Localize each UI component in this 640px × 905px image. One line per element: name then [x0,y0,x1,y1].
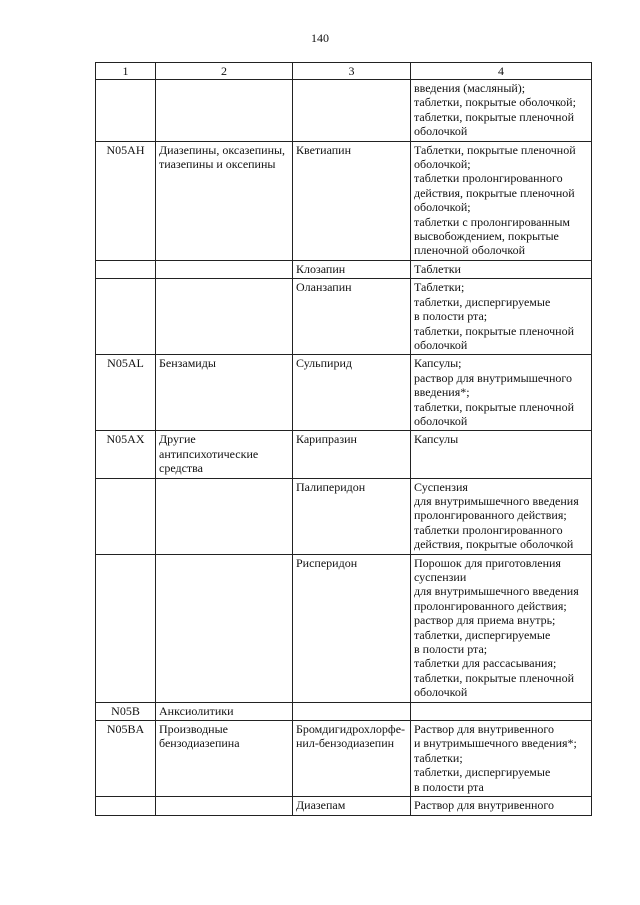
dosage-forms-line: Раствор для внутривенного [414,798,555,813]
dosage-forms-line: таблетки, покрытые пленочной [414,399,575,414]
drug-name-cell [293,554,411,702]
group-name-cell [156,355,293,431]
table-row [96,554,592,702]
atc-code-cell [96,279,156,355]
dosage-forms-line: пленочной оболочкой [414,243,526,258]
dosage-forms-line: оболочкой [414,337,468,352]
group-name-cell [156,260,293,278]
drug-name-cell [293,721,411,797]
group-name-line: Анксиолитики [159,703,234,718]
atc-code-cell [96,478,156,554]
group-name-line: Другие [159,432,196,447]
dosage-forms-line: таблетки пролонгированного [414,522,563,537]
dosage-forms-line: таблетки, покрытые пленочной [414,670,575,685]
drug-name-cell [293,80,411,142]
dosage-forms-cell [411,80,592,142]
atc-code-cell: N05BA [96,721,156,797]
group-name-cell [156,431,293,478]
dosage-forms-line: таблетки для рассасывания; [414,656,557,671]
dosage-forms-line: таблетки, диспергируемые [414,627,551,642]
page-number: 140 [311,31,329,45]
drug-name-cell [293,478,411,554]
drug-name-line: Оланзапин [296,280,352,295]
table-row [96,721,592,797]
dosage-forms-line: в полости рта; [414,642,488,657]
dosage-forms-line: Таблетки, покрытые пленочной [414,142,576,157]
drug-name-line: нил-бензодиазепин [296,736,395,751]
group-name-cell [156,279,293,355]
drug-name-line: Кветиапин [296,142,352,157]
atc-code-cell: N05AH [96,141,156,260]
group-name-line: Производные [159,722,228,737]
dosage-forms-line: и внутримышечного введения*; [414,736,577,751]
dosage-forms-line: введения (масляный); [414,81,526,95]
table-row [96,141,592,260]
table-row [96,431,592,478]
table-row [96,355,592,431]
column-header: 3 [293,63,411,80]
dosage-forms-cell [411,478,592,554]
dosage-forms-line: Таблетки; [414,280,465,295]
table-row [96,702,592,720]
drug-name-line: Диазепам [296,798,346,813]
table-header-row [96,63,592,80]
dosage-forms-line: Таблетки [414,261,461,276]
table-row [96,80,592,142]
drug-name-cell [293,260,411,278]
dosage-forms-line: таблетки; [414,750,463,765]
dosage-forms-cell [411,554,592,702]
group-name-line: Диазепины, оксазепины, [159,142,286,157]
dosage-forms-line: оболочкой [414,124,468,139]
group-name-cell [156,478,293,554]
atc-code-cell [96,80,156,142]
drug-name-line: Клозапин [296,261,346,276]
dosage-forms-line: оболочкой [414,413,468,428]
table-row [96,260,592,278]
atc-code-cell: N05AL [96,355,156,431]
dosage-forms-line: высвобождением, покрытые [414,229,559,244]
dosage-forms-line: таблетки, покрытые пленочной [414,109,575,124]
dosage-forms-line: таблетки, покрытые пленочной [414,323,575,338]
drug-name-cell [293,797,411,815]
dosage-forms-cell [411,279,592,355]
atc-code-cell: N05AX [96,431,156,478]
group-name-line: тиазепины и оксепины [159,157,276,172]
dosage-forms-cell [411,702,592,720]
dosage-forms-line: пролонгированного действия; [414,508,567,523]
dosage-forms-line: раствор для внутримышечного [414,370,572,385]
dosage-forms-line: действия, покрытые пленочной [414,185,575,200]
column-header: 2 [156,63,293,80]
drug-name-line: Бромдигидрохлорфе- [296,722,406,737]
dosage-forms-line: Капсулы [414,432,459,447]
dosage-forms-cell [411,721,592,797]
dosage-forms-line: в полости рта [414,779,484,794]
table-row [96,279,592,355]
dosage-forms-line: таблетки, покрытые оболочкой; [414,95,576,110]
group-name-cell [156,554,293,702]
group-name-line: Бензамиды [159,356,216,371]
drug-name-cell [293,702,411,720]
dosage-forms-cell [411,431,592,478]
group-name-cell [156,721,293,797]
drug-name-cell [293,279,411,355]
group-name-cell [156,702,293,720]
dosage-forms-line: для внутримышечного введения [414,493,579,508]
dosage-forms-line: оболочкой; [414,200,471,215]
dosage-forms-line: для внутримышечного введения [414,584,579,599]
drug-name-cell [293,431,411,478]
dosage-forms-line: в полости рта; [414,309,488,324]
atc-code-cell [96,797,156,815]
drug-name-line: Рисперидон [296,555,358,570]
atc-code-cell [96,260,156,278]
dosage-forms-line: Раствор для внутривенного [414,722,555,737]
dosage-forms-line: действия, покрытые оболочкой [414,537,574,552]
dosage-forms-line: суспензии [414,570,467,584]
dosage-forms-line: таблетки с пролонгированным [414,214,571,229]
group-name-line: бензодиазепина [159,736,240,751]
dosage-forms-line: таблетки, диспергируемые [414,294,551,309]
drug-name-line: Палиперидон [296,479,366,494]
dosage-forms-line: оболочкой [414,685,468,700]
dosage-forms-cell [411,260,592,278]
dosage-forms-line: таблетки, диспергируемые [414,765,551,780]
dosage-forms-line: раствор для приема внутрь; [414,613,556,628]
dosage-forms-line: оболочкой; [414,157,471,172]
dosage-forms-cell [411,355,592,431]
dosage-forms-cell [411,797,592,815]
medication-table [95,62,592,816]
dosage-forms-line: Капсулы; [414,356,462,371]
dosage-forms-cell [411,141,592,260]
drug-name-cell [293,355,411,431]
table-row [96,478,592,554]
drug-name-line: Сульпирид [296,356,353,371]
column-header: 4 [411,63,592,80]
group-name-cell [156,797,293,815]
table-row [96,797,592,815]
group-name-line: антипсихотические [159,446,259,461]
column-header: 1 [96,63,156,80]
drug-name-line: Карипразин [296,432,357,447]
group-name-cell [156,141,293,260]
drug-name-cell [293,141,411,260]
dosage-forms-line: Порошок для приготовления [414,555,561,570]
dosage-forms-line: введения*; [414,385,470,400]
dosage-forms-line: пролонгированного действия; [414,598,567,613]
dosage-forms-line: таблетки пролонгированного [414,171,563,186]
group-name-cell [156,80,293,142]
group-name-line: средства [159,461,204,476]
dosage-forms-line: Суспензия [414,479,468,494]
atc-code-cell: N05B [96,702,156,720]
atc-code-cell [96,554,156,702]
